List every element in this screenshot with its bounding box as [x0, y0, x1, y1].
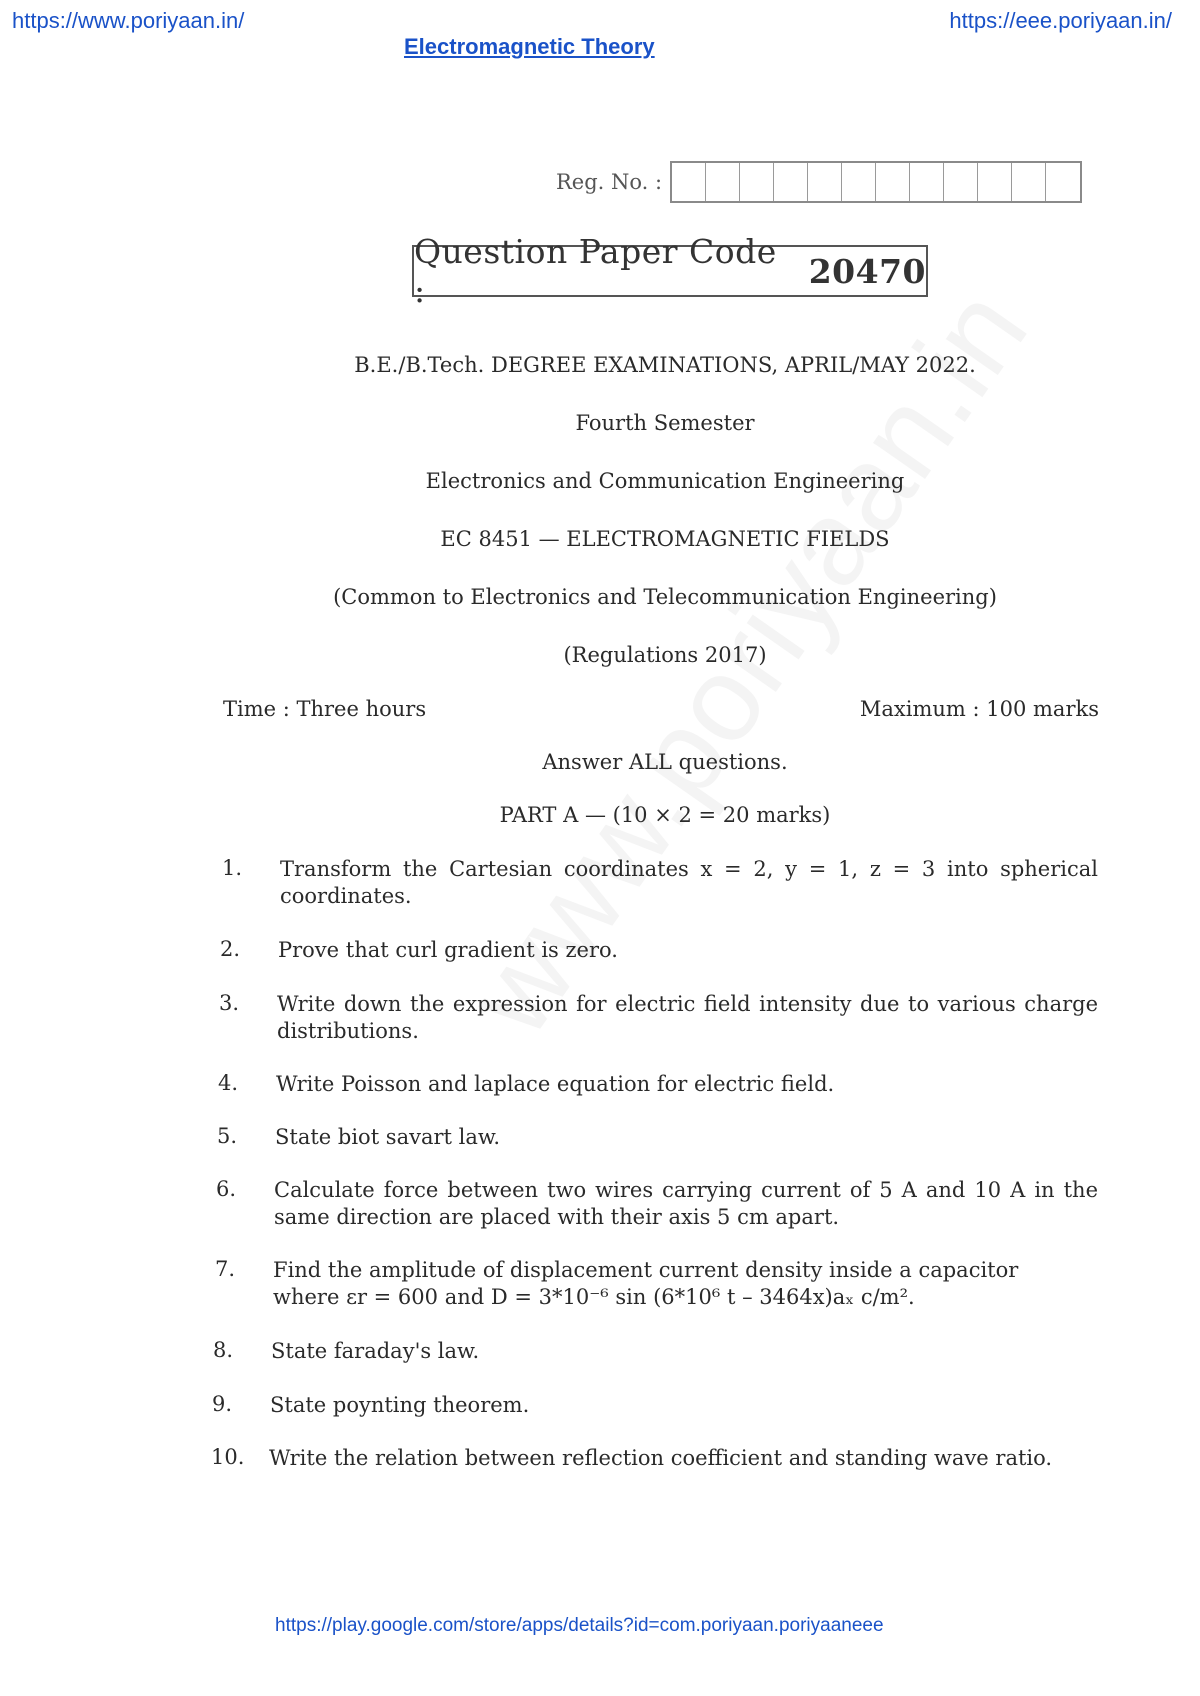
- header-right-link[interactable]: https://eee.poriyaan.in/: [949, 8, 1172, 33]
- question-text: Calculate force between two wires carrying current of 5 A and 10 A in the same direction are placed with their axis 5 cm apart.: [274, 1178, 1098, 1229]
- reg-box: [842, 163, 876, 201]
- reg-box: [774, 163, 808, 201]
- question-number: 3.: [219, 991, 240, 1015]
- question-text: Transform the Cartesian coordinates x = 2, y = 1, z = 3 into spherical coordinates.: [280, 857, 1098, 908]
- question-text: Write Poisson and laplace equation for electric field.: [276, 1072, 835, 1096]
- max-marks: Maximum : 100 marks: [859, 697, 1099, 721]
- course-title: EC 8451 — ELECTROMAGNETIC FIELDS: [440, 527, 890, 551]
- reg-box: [876, 163, 910, 201]
- instruction: Answer ALL questions.: [542, 750, 788, 774]
- reg-box: [910, 163, 944, 201]
- exam-title: B.E./B.Tech. DEGREE EXAMINATIONS, APRIL/MAY 2022.: [354, 353, 976, 377]
- question-number: 7.: [215, 1257, 236, 1281]
- question-text: Write the relation between reflection coefficient and standing wave ratio.: [269, 1446, 1053, 1470]
- qpc-label: Question Paper Code :: [414, 232, 777, 310]
- question-number: 10.: [211, 1445, 245, 1469]
- reg-box: [808, 163, 842, 201]
- reg-box: [706, 163, 740, 201]
- question-text: Write down the expression for electric field intensity due to various charge distributions.: [277, 992, 1098, 1043]
- department: Electronics and Communication Engineering: [425, 469, 905, 493]
- question-number: 8.: [213, 1338, 234, 1362]
- reg-box: [978, 163, 1012, 201]
- question-text: State biot savart law.: [275, 1125, 501, 1149]
- question-text: State faraday's law.: [271, 1339, 480, 1363]
- semester: Fourth Semester: [575, 411, 755, 435]
- question-text: Find the amplitude of displacement current density inside a capacitor where εr = 600 and D = 3*10⁻⁶ sin (6*10⁶ t – 3464x)aₓ c/m².: [273, 1258, 1019, 1309]
- subject-link[interactable]: Electromagnetic Theory: [404, 34, 655, 59]
- reg-box: [740, 163, 774, 201]
- header-left-link[interactable]: https://www.poriyaan.in/: [12, 8, 245, 33]
- question-number: 4.: [218, 1071, 239, 1095]
- qpc-code: 20470: [808, 251, 926, 291]
- footer-app-link[interactable]: https://play.google.com/store/apps/details?id=com.poriyaan.poriyaaneee: [275, 1615, 884, 1636]
- reg-boxes: [670, 161, 1082, 203]
- question-number: 9.: [212, 1392, 233, 1416]
- reg-box: [672, 163, 706, 201]
- question-number: 1.: [222, 856, 243, 880]
- question-paper-code: [412, 232, 928, 310]
- reg-number-field: [556, 161, 1082, 203]
- part-heading: PART A — (10 × 2 = 20 marks): [499, 803, 831, 827]
- question-text: State poynting theorem.: [270, 1393, 530, 1417]
- reg-box: [944, 163, 978, 201]
- time-allowed: Time : Three hours: [223, 697, 427, 721]
- reg-box: [1046, 163, 1080, 201]
- question-text: Prove that curl gradient is zero.: [278, 938, 618, 962]
- regulation: (Regulations 2017): [563, 643, 767, 667]
- reg-label: Reg. No. :: [556, 170, 663, 194]
- question-number: 5.: [217, 1124, 238, 1148]
- common-note: (Common to Electronics and Telecommunication Engineering): [333, 585, 997, 609]
- reg-box: [1012, 163, 1046, 201]
- question-number: 2.: [220, 937, 241, 961]
- question-number: 6.: [216, 1177, 237, 1201]
